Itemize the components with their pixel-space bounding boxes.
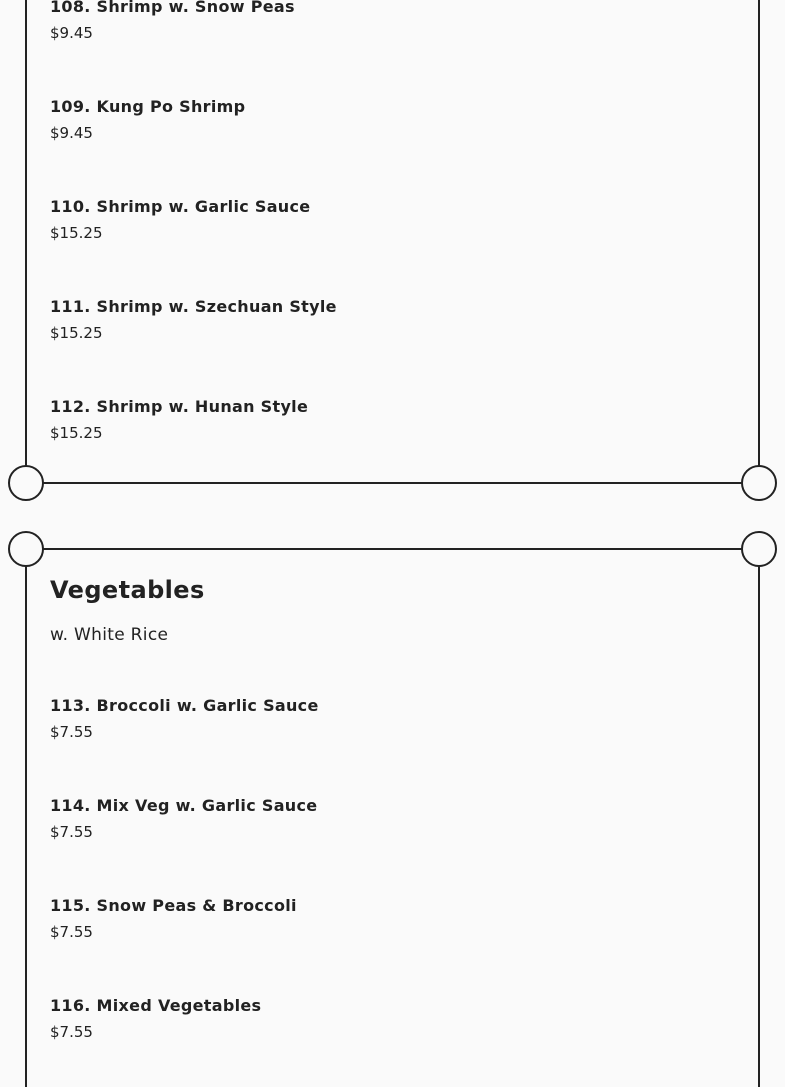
menu-item-price: $15.25 — [50, 324, 103, 342]
menu-item[interactable] — [50, 197, 310, 243]
menu-item[interactable] — [50, 97, 245, 143]
menu-item-price: $15.25 — [50, 424, 103, 442]
section-subtitle: w. White Rice — [50, 625, 169, 645]
menu-item[interactable] — [50, 896, 297, 942]
menu-item-price: $7.55 — [50, 723, 93, 741]
menu-item-price: $7.55 — [50, 1023, 93, 1041]
menu-item-name: 115. Snow Peas & Broccoli — [50, 896, 297, 915]
menu-item-name: 108. Shrimp w. Snow Peas — [50, 0, 295, 16]
menu-item-price: $7.55 — [50, 823, 93, 841]
menu-item[interactable] — [50, 696, 319, 742]
menu-item-name: 112. Shrimp w. Hunan Style — [50, 397, 309, 416]
menu-item[interactable] — [50, 397, 308, 443]
menu-item-name: 111. Shrimp w. Szechuan Style — [50, 297, 337, 316]
menu-item-name: 109. Kung Po Shrimp — [50, 97, 246, 116]
menu-item-name: 114. Mix Veg w. Garlic Sauce — [50, 796, 318, 815]
menu-item-price: $9.45 — [50, 24, 93, 42]
menu-item-price: $15.25 — [50, 224, 103, 242]
card-corner-notch — [8, 465, 44, 501]
menu-item[interactable] — [50, 297, 337, 343]
menu-item-price: $9.45 — [50, 124, 93, 142]
card-corner-notch — [741, 531, 777, 567]
menu-item-name: 116. Mixed Vegetables — [50, 996, 262, 1015]
card-corner-notch — [741, 465, 777, 501]
menu-item[interactable] — [50, 796, 317, 842]
menu-item-name: 113. Broccoli w. Garlic Sauce — [50, 696, 319, 715]
menu-item[interactable] — [50, 0, 295, 43]
menu-item[interactable] — [50, 996, 261, 1042]
menu-item-name: 110. Shrimp w. Garlic Sauce — [50, 197, 311, 216]
section-title: Vegetables — [50, 576, 205, 604]
menu-item-price: $7.55 — [50, 923, 93, 941]
card-corner-notch — [8, 531, 44, 567]
